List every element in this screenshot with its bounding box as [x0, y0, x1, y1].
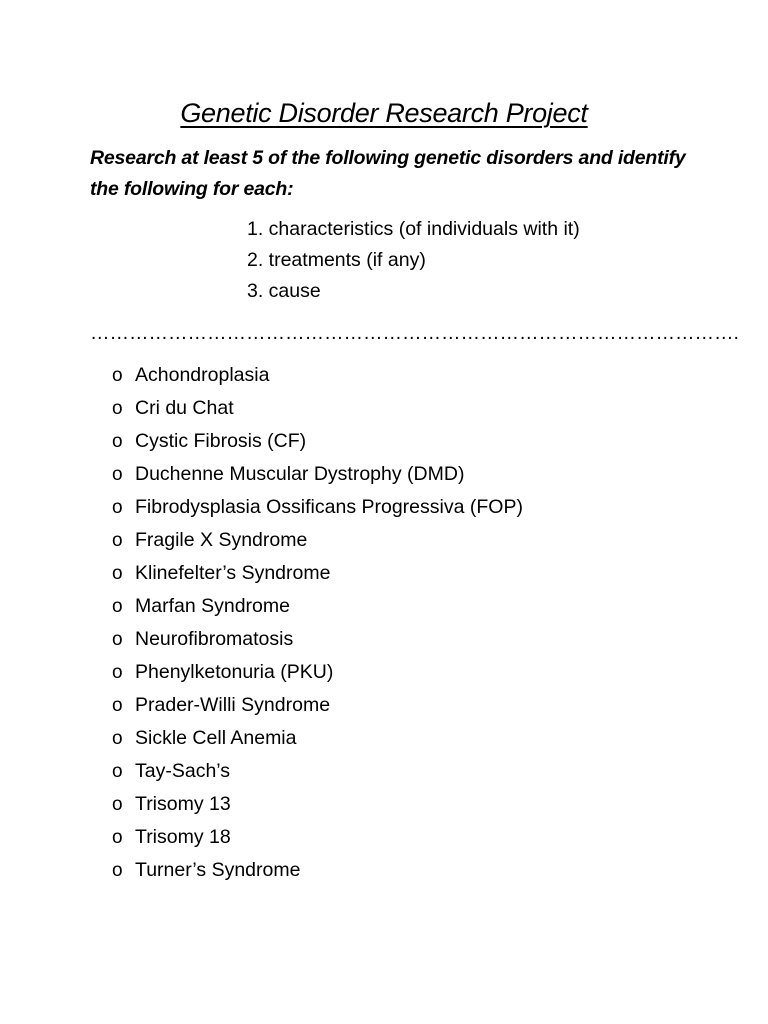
- bullet-icon: o: [112, 431, 123, 452]
- list-item: [112, 557, 523, 590]
- disorder-name: Sickle Cell Anemia: [135, 727, 297, 749]
- disorder-name: Marfan Syndrome: [135, 595, 290, 617]
- list-item: [112, 755, 523, 788]
- list-item: [112, 359, 523, 392]
- list-item: [112, 392, 523, 425]
- bullet-icon: o: [112, 497, 123, 518]
- bullet-icon: o: [112, 662, 123, 683]
- bullet-icon: o: [112, 398, 123, 419]
- list-item: [112, 425, 523, 458]
- task-item: 3. cause: [247, 280, 321, 302]
- bullet-icon: o: [112, 761, 123, 782]
- list-item: [112, 524, 523, 557]
- bullet-icon: o: [112, 860, 123, 881]
- task-item: 2. treatments (if any): [247, 249, 426, 271]
- disorder-name: Fragile X Syndrome: [135, 529, 308, 551]
- list-item: [112, 656, 523, 689]
- disorder-name: Achondroplasia: [135, 364, 270, 386]
- disorder-name: Klinefelter’s Syndrome: [135, 562, 331, 584]
- bullet-icon: o: [112, 629, 123, 650]
- task-list: [247, 214, 580, 307]
- disorder-name: Turner’s Syndrome: [135, 859, 301, 881]
- list-item: [112, 491, 523, 524]
- task-item: 1. characteristics (of individuals with it): [247, 218, 580, 240]
- list-item: [112, 788, 523, 821]
- bullet-icon: o: [112, 464, 123, 485]
- disorder-name: Prader-Willi Syndrome: [135, 694, 331, 716]
- bullet-icon: o: [112, 695, 123, 716]
- disorder-name: Cystic Fibrosis (CF): [135, 430, 307, 452]
- disorder-name: Neurofibromatosis: [135, 628, 294, 650]
- disorder-name: Trisomy 13: [135, 793, 231, 815]
- instructions-text: Research at least 5 of the following genetic disorders and identify the following for each:: [90, 147, 686, 200]
- disorder-name: Phenylketonuria (PKU): [135, 661, 334, 683]
- disorder-name: Trisomy 18: [135, 826, 231, 848]
- bullet-icon: o: [112, 365, 123, 386]
- list-item: [112, 722, 523, 755]
- disorder-name: Tay-Sach’s: [135, 760, 231, 782]
- bullet-icon: o: [112, 530, 123, 551]
- list-item: [112, 458, 523, 491]
- bullet-icon: o: [112, 794, 123, 815]
- bullet-icon: o: [112, 563, 123, 584]
- list-item: [112, 590, 523, 623]
- disorder-name: Cri du Chat: [135, 397, 234, 419]
- page-title: Genetic Disorder Research Project: [180, 98, 588, 128]
- disorder-name: Fibrodysplasia Ossificans Progressiva (FOP): [135, 496, 523, 518]
- bullet-icon: o: [112, 728, 123, 749]
- list-item: [112, 623, 523, 656]
- disorder-name: Duchenne Muscular Dystrophy (DMD): [135, 463, 465, 485]
- bullet-icon: o: [112, 596, 123, 617]
- disorder-list: [112, 359, 523, 887]
- list-item: [112, 689, 523, 722]
- bullet-icon: o: [112, 827, 123, 848]
- list-item: [112, 821, 523, 854]
- dotted-divider: ……………………………………………………………………………………….: [90, 322, 739, 344]
- list-item: [112, 854, 523, 887]
